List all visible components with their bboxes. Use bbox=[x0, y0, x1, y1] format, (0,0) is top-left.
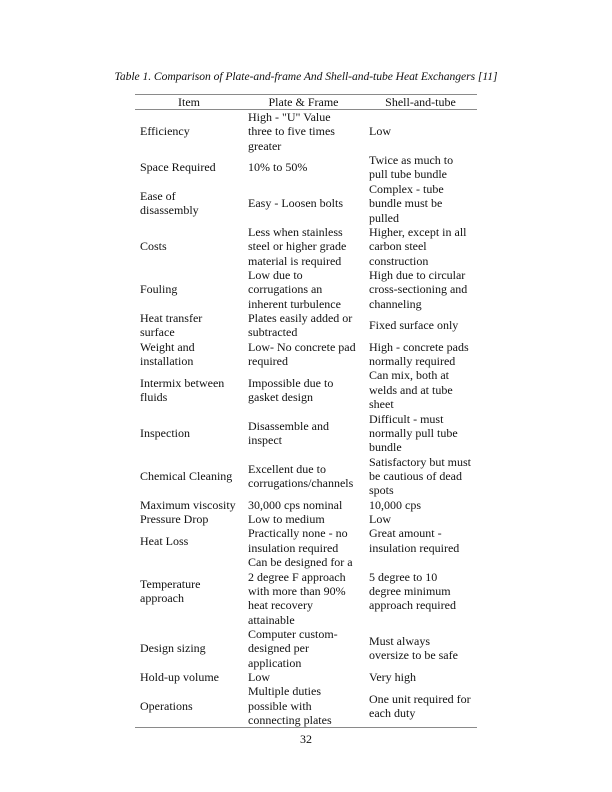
cell-text-line: Maximum viscosity bbox=[140, 497, 236, 512]
header-item: Item bbox=[135, 95, 243, 110]
cell-shell-tube bbox=[364, 268, 477, 311]
cell-shell-tube bbox=[364, 512, 477, 526]
cell-item bbox=[135, 412, 243, 455]
cell-text-line: fluids bbox=[140, 390, 168, 404]
cell-text-line: Can be designed for a bbox=[248, 555, 353, 570]
cell-text-line: bundle must be bbox=[369, 196, 443, 211]
cell-plate-frame bbox=[243, 627, 364, 670]
cell-text-line: Can mix, both at bbox=[369, 368, 449, 383]
cell-text-line: Multiple duties bbox=[248, 684, 321, 699]
cell-item bbox=[135, 555, 243, 627]
cell-text-line: Practically none - no bbox=[248, 526, 348, 541]
cell-text-line: greater bbox=[248, 138, 282, 153]
cell-shell-tube bbox=[364, 526, 477, 555]
cell-shell-tube bbox=[364, 340, 477, 369]
table-row bbox=[135, 368, 477, 411]
table-caption: Table 1. Comparison of Plate-and-frame And Shell-and-tube Heat Exchangers [11] bbox=[114, 70, 498, 83]
cell-text-line: application bbox=[248, 655, 302, 670]
cell-item bbox=[135, 153, 243, 182]
cell-shell-tube bbox=[364, 455, 477, 498]
cell-text-line: insulation required bbox=[369, 540, 460, 555]
cell-text-line: High due to circular bbox=[369, 267, 466, 282]
cell-shell-tube bbox=[364, 670, 477, 684]
cell-text-line: normally required bbox=[369, 354, 456, 369]
cell-shell-tube bbox=[364, 368, 477, 411]
cell-item bbox=[135, 684, 243, 728]
cell-text-line: Impossible due to bbox=[248, 375, 334, 390]
cell-text-line: cross-sectioning and bbox=[369, 282, 468, 297]
cell-text-line: 5 degree to 10 bbox=[369, 569, 438, 584]
cell-text-line: Chemical Cleaning bbox=[140, 468, 233, 483]
table-row bbox=[135, 182, 477, 225]
cell-text-line: possible with bbox=[248, 698, 312, 713]
cell-text-line: Heat Loss bbox=[140, 533, 189, 548]
cell-plate-frame bbox=[243, 684, 364, 728]
cell-text-line: Pressure Drop bbox=[140, 512, 209, 527]
cell-shell-tube bbox=[364, 311, 477, 340]
cell-text-line: Temperature bbox=[140, 576, 201, 591]
cell-text-line: 2 degree F approach bbox=[248, 569, 346, 584]
cell-text-line: Very high bbox=[369, 670, 416, 685]
cell-shell-tube bbox=[364, 412, 477, 455]
cell-item bbox=[135, 110, 243, 154]
cell-text-line: Fixed surface only bbox=[369, 318, 459, 333]
table-body bbox=[135, 110, 477, 728]
cell-text-line: Ease of bbox=[140, 188, 176, 203]
table-row bbox=[135, 670, 477, 684]
cell-text-line: Inspection bbox=[140, 425, 190, 440]
cell-plate-frame bbox=[243, 182, 364, 225]
cell-plate-frame bbox=[243, 268, 364, 311]
cell-plate-frame bbox=[243, 512, 364, 526]
cell-item bbox=[135, 498, 243, 512]
cell-text-line: oversize to be safe bbox=[369, 648, 458, 663]
cell-text-line: Satisfactory but must bbox=[369, 454, 471, 469]
table-row bbox=[135, 340, 477, 369]
cell-text-line: Disassemble and bbox=[248, 418, 329, 433]
cell-shell-tube bbox=[364, 225, 477, 268]
cell-item bbox=[135, 455, 243, 498]
cell-shell-tube bbox=[364, 555, 477, 627]
cell-text-line: spots bbox=[369, 483, 394, 498]
cell-text-line: pulled bbox=[369, 210, 399, 225]
table-row bbox=[135, 311, 477, 340]
cell-item bbox=[135, 340, 243, 369]
cell-shell-tube bbox=[364, 627, 477, 670]
cell-text-line: attainable bbox=[248, 612, 295, 627]
cell-text-line: material is required bbox=[248, 253, 342, 268]
cell-text-line: Great amount - bbox=[369, 526, 442, 541]
cell-text-line: construction bbox=[369, 253, 429, 268]
cell-text-line: bundle bbox=[369, 440, 402, 455]
cell-text-line: Plates easily added or bbox=[248, 311, 353, 326]
cell-text-line: channeling bbox=[369, 296, 422, 311]
cell-text-line: Low bbox=[248, 670, 270, 685]
cell-text-line: Excellent due to bbox=[248, 461, 326, 476]
cell-plate-frame bbox=[243, 412, 364, 455]
cell-text-line: degree minimum bbox=[369, 583, 451, 598]
cell-plate-frame bbox=[243, 670, 364, 684]
cell-text-line: installation bbox=[140, 354, 194, 369]
table-row bbox=[135, 153, 477, 182]
cell-text-line: welds and at tube bbox=[369, 382, 453, 397]
cell-text-line: gasket design bbox=[248, 390, 313, 404]
cell-item bbox=[135, 225, 243, 268]
cell-text-line: Costs bbox=[140, 239, 167, 254]
cell-text-line: 30,000 cps nominal bbox=[248, 497, 343, 512]
table-header bbox=[135, 95, 477, 110]
cell-text-line: Must always bbox=[369, 634, 430, 649]
cell-item bbox=[135, 627, 243, 670]
table-row bbox=[135, 526, 477, 555]
cell-text-line: Complex - tube bbox=[369, 181, 444, 196]
cell-shell-tube bbox=[364, 182, 477, 225]
cell-text-line: 10% to 50% bbox=[248, 160, 308, 175]
cell-text-line: Difficult - must bbox=[369, 411, 444, 426]
cell-text-line: One unit required for bbox=[369, 691, 471, 706]
cell-text-line: approach required bbox=[369, 598, 456, 613]
cell-text-line: Design sizing bbox=[140, 641, 206, 656]
cell-shell-tube bbox=[364, 153, 477, 182]
cell-plate-frame bbox=[243, 153, 364, 182]
cell-text-line: corrugations/channels bbox=[248, 476, 354, 491]
table-row bbox=[135, 512, 477, 526]
table-row bbox=[135, 110, 477, 154]
cell-text-line: Computer custom- bbox=[248, 626, 338, 641]
cell-shell-tube bbox=[364, 684, 477, 728]
table-row bbox=[135, 684, 477, 728]
cell-item bbox=[135, 670, 243, 684]
table-row bbox=[135, 555, 477, 627]
table-row bbox=[135, 455, 477, 498]
cell-text-line: steel or higher grade bbox=[248, 239, 347, 254]
comparison-table bbox=[135, 94, 477, 728]
cell-text-line: carbon steel bbox=[369, 239, 427, 254]
cell-text-line: Low to medium bbox=[248, 512, 325, 527]
cell-text-line: Intermix between bbox=[140, 375, 225, 390]
cell-text-line: 10,000 cps bbox=[369, 497, 421, 512]
cell-text-line: corrugations an bbox=[248, 282, 323, 297]
cell-text-line: surface bbox=[140, 325, 175, 340]
cell-text-line: Low bbox=[369, 124, 391, 139]
cell-item bbox=[135, 311, 243, 340]
cell-plate-frame bbox=[243, 498, 364, 512]
cell-plate-frame bbox=[243, 555, 364, 627]
cell-text-line: inspect bbox=[248, 433, 282, 448]
cell-item bbox=[135, 368, 243, 411]
cell-text-line: disassembly bbox=[140, 203, 199, 218]
cell-text-line: High - "U" Value bbox=[248, 110, 331, 124]
table-row bbox=[135, 412, 477, 455]
cell-text-line: required bbox=[248, 354, 288, 369]
cell-text-line: inherent turbulence bbox=[248, 296, 341, 311]
header-shell-tube: Shell-and-tube bbox=[364, 95, 477, 110]
cell-text-line: subtracted bbox=[248, 325, 298, 340]
cell-item bbox=[135, 526, 243, 555]
cell-text-line: Fouling bbox=[140, 282, 178, 297]
cell-plate-frame bbox=[243, 110, 364, 154]
cell-text-line: Hold-up volume bbox=[140, 670, 219, 685]
cell-text-line: heat recovery bbox=[248, 598, 313, 613]
comparison-table-container bbox=[135, 94, 477, 728]
cell-plate-frame bbox=[243, 340, 364, 369]
header-plate-frame: Plate & Frame bbox=[243, 95, 364, 110]
table-row bbox=[135, 627, 477, 670]
cell-text-line: Operations bbox=[140, 698, 193, 713]
cell-text-line: Space Required bbox=[140, 160, 216, 175]
cell-text-line: Weight and bbox=[140, 339, 195, 354]
cell-text-line: Heat transfer bbox=[140, 311, 203, 326]
table-row bbox=[135, 268, 477, 311]
cell-text-line: designed per bbox=[248, 641, 309, 656]
cell-text-line: with more than 90% bbox=[248, 583, 346, 598]
cell-text-line: High - concrete pads bbox=[369, 339, 469, 354]
cell-text-line: connecting plates bbox=[248, 713, 332, 728]
cell-text-line: Less when stainless bbox=[248, 224, 343, 239]
cell-text-line: pull tube bundle bbox=[369, 167, 447, 182]
cell-shell-tube bbox=[364, 110, 477, 154]
cell-text-line: Higher, except in all bbox=[369, 224, 467, 239]
cell-text-line: Efficiency bbox=[140, 124, 190, 139]
cell-text-line: sheet bbox=[369, 397, 394, 412]
cell-item bbox=[135, 268, 243, 311]
cell-text-line: approach bbox=[140, 591, 184, 606]
cell-plate-frame bbox=[243, 311, 364, 340]
table-row bbox=[135, 498, 477, 512]
page-number: 32 bbox=[300, 732, 312, 746]
cell-text-line: insulation required bbox=[248, 540, 339, 555]
cell-text-line: normally pull tube bbox=[369, 425, 458, 440]
cell-text-line: three to five times bbox=[248, 124, 335, 139]
header-row bbox=[135, 95, 477, 110]
cell-plate-frame bbox=[243, 368, 364, 411]
cell-plate-frame bbox=[243, 455, 364, 498]
cell-plate-frame bbox=[243, 225, 364, 268]
cell-item bbox=[135, 512, 243, 526]
cell-shell-tube bbox=[364, 498, 477, 512]
cell-plate-frame bbox=[243, 526, 364, 555]
cell-item bbox=[135, 182, 243, 225]
cell-text-line: Twice as much to bbox=[369, 153, 454, 168]
cell-text-line: Low bbox=[369, 512, 391, 527]
cell-text-line: each duty bbox=[369, 705, 416, 720]
cell-text-line: Low- No concrete pad bbox=[248, 339, 356, 354]
cell-text-line: Low due to bbox=[248, 267, 303, 282]
cell-text-line: Easy - Loosen bolts bbox=[248, 196, 343, 211]
cell-text-line: be cautious of dead bbox=[369, 468, 462, 483]
table-row bbox=[135, 225, 477, 268]
